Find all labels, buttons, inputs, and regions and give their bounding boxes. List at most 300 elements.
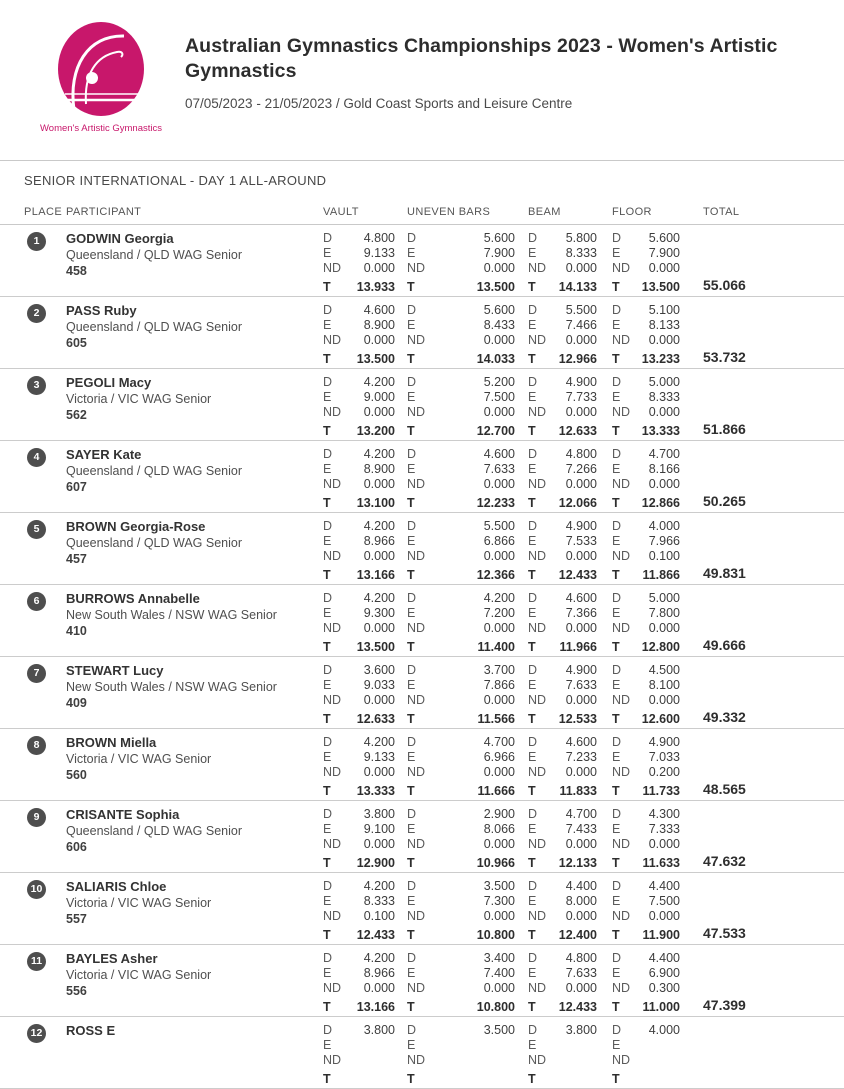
score-label: E [612,462,621,476]
score-label: ND [528,981,547,995]
score-value: 5.500 [565,303,597,317]
place-cell [24,375,66,440]
score-label: D [528,591,538,605]
score-value: 0.000 [363,693,395,707]
score-label: D [323,231,333,245]
score-line [612,352,680,367]
score-value: 0.000 [363,837,395,851]
score-value: 12.633 [356,712,395,726]
score-line [612,424,680,439]
place-cell [24,879,66,944]
score-label: E [323,318,332,332]
score-label: D [612,303,622,317]
beam-scores [528,519,612,584]
score-line [612,390,680,405]
score-value: 4.800 [565,951,597,965]
score-label: ND [323,837,342,851]
score-label: E [407,390,416,404]
score-line [612,693,680,708]
participant-cell [66,375,323,440]
participant-name: CRISANTE Sophia [66,807,180,822]
score-label: ND [407,765,426,779]
score-value: 5.600 [648,231,680,245]
score-line [323,231,395,246]
vault-scores [323,663,407,728]
score-label: E [612,966,621,980]
score-line [323,462,395,477]
score-label: E [528,534,537,548]
score-label: T [323,424,331,438]
uneven-bars-scores [407,879,528,944]
score-value: 7.333 [648,822,680,836]
score-value: 10.800 [476,1000,515,1014]
vault-scores [323,951,407,1016]
col-header-vault: VAULT [323,206,359,218]
score-label: D [528,951,538,965]
score-value: 8.333 [363,894,395,908]
score-line [528,928,597,943]
score-label: D [323,447,333,461]
score-value: 0.000 [483,765,515,779]
score-value: 13.100 [356,496,395,510]
total-score: 49.666 [703,637,746,653]
score-line [407,693,515,708]
score-label: T [407,568,415,582]
vault-scores [323,807,407,872]
score-label: E [612,390,621,404]
table-row [0,873,844,945]
score-value: 3.400 [483,951,515,965]
table-row [0,441,844,513]
vault-scores [323,735,407,800]
score-value: 13.166 [356,568,395,582]
score-value: 3.500 [483,1023,515,1037]
score-label: T [612,856,620,870]
score-value: 12.133 [558,856,597,870]
score-line [323,837,395,852]
score-value: 12.066 [558,496,597,510]
score-label: D [323,591,333,605]
score-value: 7.433 [565,822,597,836]
score-line [612,496,680,511]
score-label: E [407,678,416,692]
score-line [323,856,395,871]
score-line [528,231,597,246]
uneven-bars-scores [407,1023,528,1088]
score-label: D [612,591,622,605]
score-line [612,750,680,765]
table-row [0,585,844,657]
score-value: 8.900 [363,318,395,332]
score-label: ND [407,621,426,635]
score-value: 0.000 [565,405,597,419]
score-value: 0.000 [565,621,597,635]
score-label: ND [612,405,631,419]
score-value: 4.200 [363,519,395,533]
score-value: 4.800 [565,447,597,461]
score-line [612,981,680,996]
uneven-bars-scores [407,807,528,872]
table-row [0,1017,844,1089]
score-value: 8.100 [648,678,680,692]
score-label: ND [528,405,547,419]
score-label: D [407,231,417,245]
gymnast-logo-icon [58,22,144,116]
uneven-bars-scores [407,375,528,440]
col-header-total: TOTAL [703,206,740,218]
score-value: 12.233 [476,496,515,510]
place-cell [24,591,66,656]
score-value: 9.000 [363,390,395,404]
score-value [636,1072,680,1087]
score-label: ND [612,693,631,707]
participant-name: GODWIN Georgia [66,231,174,246]
score-line [323,519,395,534]
score-value: 8.900 [363,462,395,476]
score-line [528,879,597,894]
participant-cell [66,303,323,368]
score-label: T [612,784,620,798]
score-value: 4.400 [648,879,680,893]
score-line [528,1000,597,1015]
score-label: E [612,534,621,548]
place-cell [24,807,66,872]
score-value: 12.866 [641,496,680,510]
score-label: T [323,640,331,654]
score-value: 7.233 [565,750,597,764]
score-label: D [612,735,622,749]
score-value: 5.200 [483,375,515,389]
score-line [407,261,515,276]
score-label: ND [528,261,547,275]
page-title: Australian Gymnastics Championships 2023 - Women's Artistic Gymnastics [185,35,778,82]
score-value: 5.100 [648,303,680,317]
score-value: 7.366 [565,606,597,620]
score-line [323,640,395,655]
score-label: ND [407,549,426,563]
score-value: 0.000 [648,477,680,491]
score-label: E [528,822,537,836]
score-line [612,640,680,655]
participant-cell [66,735,323,800]
score-label: T [407,712,415,726]
score-label: T [528,784,536,798]
score-value: 11.733 [642,784,680,798]
floor-scores [612,375,703,440]
score-line [323,909,395,924]
floor-scores [612,231,703,296]
score-line [407,333,515,348]
score-label: T [323,712,331,726]
score-line [612,856,680,871]
floor-scores [612,951,703,1016]
score-label: D [407,519,417,533]
score-line [528,246,597,261]
score-label: E [528,390,537,404]
score-value: 13.166 [356,1000,395,1014]
total-score: 50.265 [703,493,746,509]
score-line [528,424,597,439]
score-value: 0.000 [483,981,515,995]
score-label: D [407,375,417,389]
score-label: D [407,303,417,317]
place-cell [24,303,66,368]
score-value: 0.000 [648,621,680,635]
score-line [528,784,597,799]
score-label: T [528,856,536,870]
table-row [0,297,844,369]
score-line [323,951,395,966]
participant-club: Victoria / VIC WAG Senior [66,392,212,406]
score-line [407,477,515,492]
score-line [612,246,680,261]
score-line [407,231,515,246]
score-label: ND [612,837,631,851]
score-value: 0.000 [565,333,597,347]
score-value: 14.133 [558,280,597,294]
score-label: E [528,246,537,260]
score-line [612,375,680,390]
participant-cell [66,879,323,944]
score-line [612,909,680,924]
score-value: 4.200 [363,951,395,965]
score-line [407,246,515,261]
score-label: D [612,231,622,245]
score-line [323,405,395,420]
table-row [0,729,844,801]
score-label: T [407,856,415,870]
score-line [612,837,680,852]
participant-name: SALIARIS Chloe [66,879,167,894]
score-label: E [323,606,332,620]
score-value: 12.966 [558,352,597,366]
score-line [407,909,515,924]
score-value: 0.000 [565,261,597,275]
table-row [0,945,844,1017]
score-label: D [407,447,417,461]
score-line [612,765,680,780]
score-line [612,928,680,943]
score-value: 7.500 [483,390,515,404]
score-value: 6.900 [648,966,680,980]
score-line [323,1023,395,1038]
beam-scores [528,303,612,368]
score-line [407,1072,515,1087]
score-line [407,496,515,511]
col-header-floor: FLOOR [612,206,652,218]
score-label: D [612,951,622,965]
score-label: E [528,966,537,980]
score-value: 5.800 [565,231,597,245]
score-label: D [323,1023,333,1037]
score-line [323,807,395,822]
score-label: T [323,784,331,798]
score-label: T [323,568,331,582]
score-line [323,390,395,405]
score-label: E [528,318,537,332]
score-label: D [528,1023,538,1037]
score-label: ND [407,333,426,347]
uneven-bars-scores [407,663,528,728]
place-badge: 7 [27,664,46,683]
score-value: 12.400 [558,928,597,942]
score-line [407,549,515,564]
score-line [528,303,597,318]
score-line [528,318,597,333]
event-details: 07/05/2023 - 21/05/2023 / Gold Coast Sports and Leisure Centre [185,96,573,111]
score-line [323,879,395,894]
score-line [407,1038,515,1053]
score-label: T [612,496,620,510]
score-line [612,606,680,621]
place-badge: 2 [27,304,46,323]
score-value: 7.400 [483,966,515,980]
score-line [323,591,395,606]
score-value: 9.133 [363,750,395,764]
score-line [528,534,597,549]
score-value: 0.000 [483,837,515,851]
uneven-bars-scores [407,303,528,368]
vault-scores [323,1023,407,1088]
score-value: 5.600 [483,303,515,317]
floor-scores [612,879,703,944]
score-value: 4.200 [363,447,395,461]
score-value: 12.600 [641,712,680,726]
score-line [528,663,597,678]
participant-number: 409 [66,696,87,710]
score-label: D [528,735,538,749]
score-line [407,735,515,750]
score-value [431,1053,515,1068]
col-header-participant: PARTICIPANT [66,206,142,218]
participant-club: Queensland / QLD WAG Senior [66,248,243,262]
score-line [528,606,597,621]
score-value: 12.700 [476,424,515,438]
score-label: T [528,352,536,366]
score-label: D [323,375,333,389]
score-label: D [528,519,538,533]
score-value: 0.000 [483,909,515,923]
score-value [552,1053,597,1068]
place-badge: 11 [27,952,46,971]
score-line [323,246,395,261]
score-value: 4.400 [565,879,597,893]
score-line [612,405,680,420]
score-label: E [323,678,332,692]
score-label: ND [528,837,547,851]
total-score [703,1023,820,1088]
score-line [528,568,597,583]
score-line [323,318,395,333]
score-label: T [528,280,536,294]
score-value: 4.700 [648,447,680,461]
score-label: ND [612,477,631,491]
score-line [612,1053,680,1068]
uneven-bars-scores [407,231,528,296]
score-label: ND [528,909,547,923]
score-line [528,519,597,534]
section-title: SENIOR INTERNATIONAL - DAY 1 ALL-AROUND [24,173,327,188]
score-label: T [612,1000,620,1014]
score-label: ND [612,765,631,779]
participant-name: PASS Ruby [66,303,137,318]
score-value [347,1072,395,1087]
score-line [407,390,515,405]
score-value: 12.533 [558,712,597,726]
floor-scores [612,591,703,656]
participant-number: 560 [66,768,87,782]
score-value: 8.433 [483,318,515,332]
score-label: D [528,807,538,821]
score-line [612,591,680,606]
score-value: 7.466 [565,318,597,332]
score-value: 0.000 [648,837,680,851]
score-label: ND [612,549,631,563]
score-value: 10.800 [476,928,515,942]
score-value: 5.000 [648,591,680,605]
score-line [323,928,395,943]
score-label: E [528,1038,537,1052]
table-row [0,657,844,729]
score-value: 13.933 [356,280,395,294]
table-row [0,225,844,297]
logo-caption: Women's Artistic Gymnastics [40,123,162,134]
score-line [407,568,515,583]
score-line [612,822,680,837]
score-value: 12.433 [356,928,395,942]
score-line [612,549,680,564]
score-value: 0.000 [363,621,395,635]
participant-club: Victoria / VIC WAG Senior [66,752,212,766]
score-line [612,568,680,583]
score-line [407,807,515,822]
score-label: T [612,640,620,654]
score-value: 7.966 [648,534,680,548]
score-label: T [528,424,536,438]
score-label: T [323,1000,331,1014]
score-label: E [323,534,332,548]
beam-scores [528,447,612,512]
score-line [323,424,395,439]
participant-club: Victoria / VIC WAG Senior [66,896,212,910]
score-line [612,280,680,295]
score-value: 0.000 [565,909,597,923]
score-line [323,1053,395,1068]
participant-name: ROSS E [66,1023,116,1038]
score-line [407,375,515,390]
participant-club: Queensland / QLD WAG Senior [66,824,243,838]
participant-club: Queensland / QLD WAG Senior [66,320,243,334]
score-value: 4.000 [648,519,680,533]
place-badge: 9 [27,808,46,827]
score-value: 0.000 [565,765,597,779]
table-row [0,513,844,585]
score-value: 7.633 [565,966,597,980]
score-label: E [407,750,416,764]
score-label: E [528,894,537,908]
score-label: D [407,879,417,893]
score-value [552,1072,597,1087]
score-line [612,1000,680,1015]
score-value: 11.866 [642,568,680,582]
score-value: 4.200 [363,591,395,605]
score-label: D [323,735,333,749]
total-score: 55.066 [703,277,746,293]
score-label: ND [323,261,342,275]
score-value: 9.133 [363,246,395,260]
score-value: 0.000 [483,549,515,563]
score-line [407,856,515,871]
